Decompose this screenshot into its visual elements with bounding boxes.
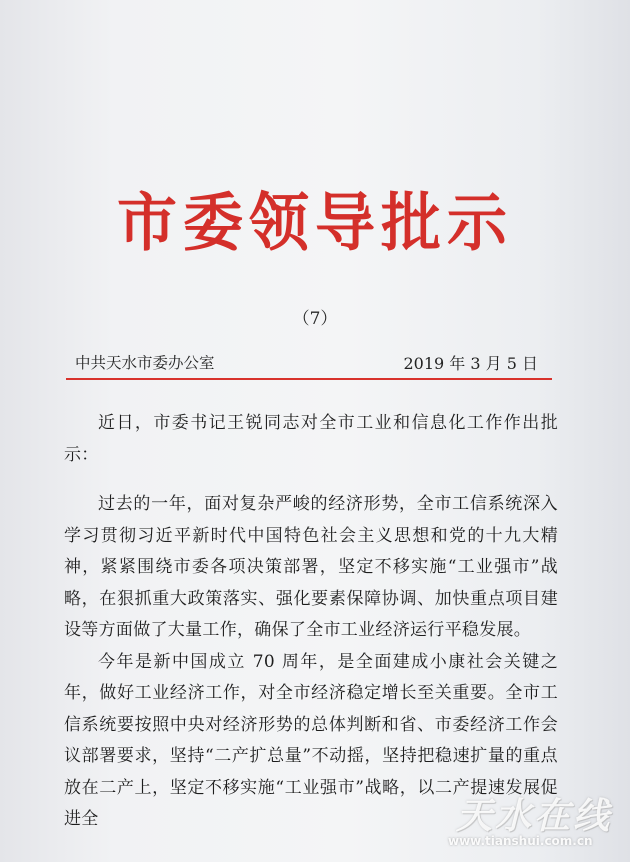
issue-date: 2019 年 3 月 5 日 — [403, 354, 538, 373]
site-watermark — [440, 788, 625, 854]
paragraph-intro: 近日，市委书记王锐同志对全市工业和信息化工作作出批示： — [64, 413, 558, 465]
watermark-url: www.tianshui.com.cn — [448, 834, 593, 848]
paragraph-review: 过去的一年，面对复杂严峻的经济形势，全市工信系统深入学习贯彻习近平新时代中国特色社会主义思想和党的十九大精神，紧紧围绕市委各项决策部署，坚定不移实施“工业强市”战略，在狠抓重大政策落实、强化要素保障协调、加快重点项目建设等方面做了大量工作，确保了全市工业经济运行平稳发展。 — [64, 494, 558, 640]
red-divider-line — [66, 378, 552, 380]
watermark-logo: 天水在线 — [456, 796, 613, 837]
issue-number: （7） — [292, 309, 338, 329]
paragraph-outlook: 今年是新中国成立 70 周年，是全面建成小康社会关键之年，做好工业经济工作，对全市经济稳定增长至关重要。全市工信系统要按照中央对经济形势的总体判断和省、市委经济工作会议部署要求，坚持“二产扩总量”不动摇，坚持把稳速扩量的重点放在二产上，坚定不移实施“工业强市”战略，以二产提速发展促进全 — [64, 651, 558, 829]
document-title: 市委领导批示 — [117, 186, 513, 260]
body-text — [64, 408, 558, 836]
issuer-name: 中共天水市委办公室 — [75, 354, 215, 372]
